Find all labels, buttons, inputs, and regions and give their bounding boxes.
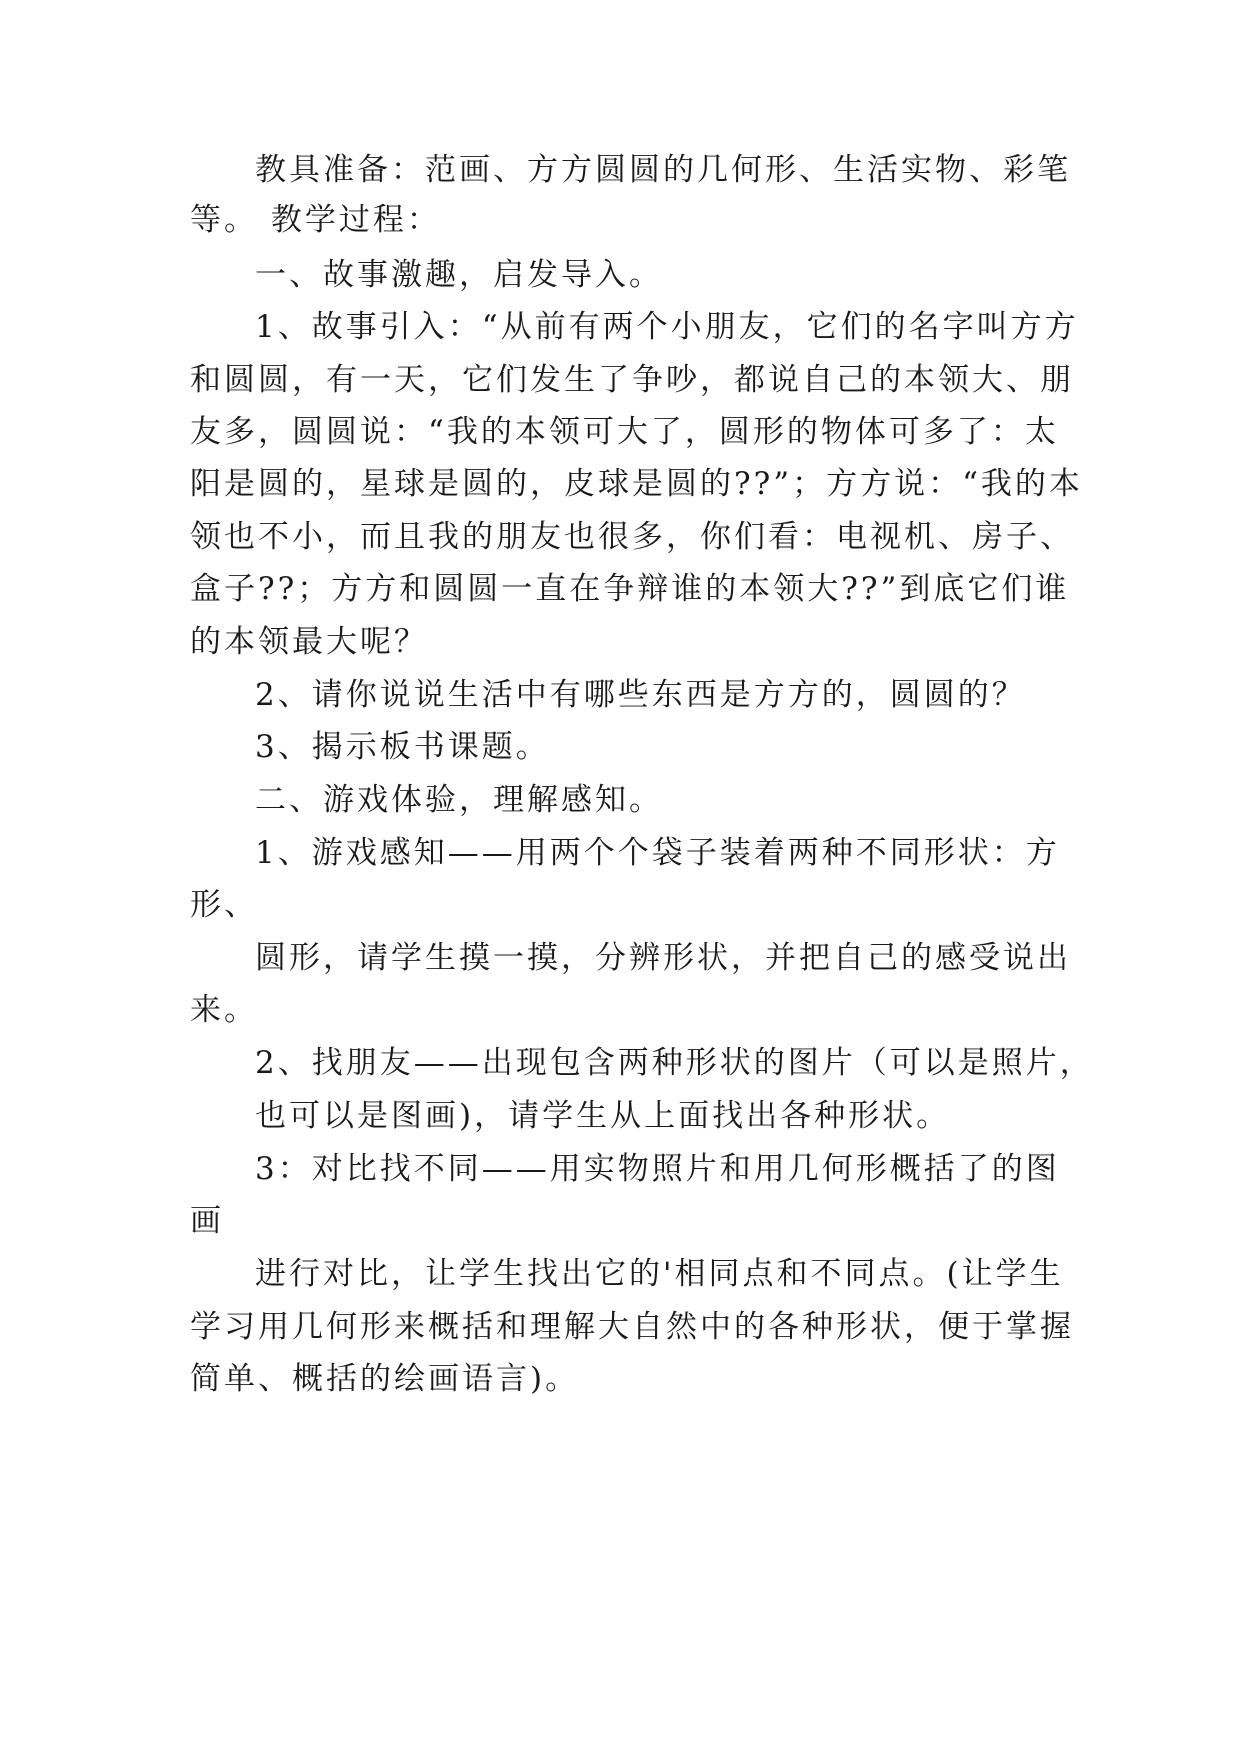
text-line: 来。 <box>190 992 258 1028</box>
text-line: 也可以是图画)，请学生从上面找出各种形状。 <box>255 1098 951 1134</box>
text-line: 圆形，请学生摸一摸，分辨形状，并把自己的感受说出 <box>255 940 1071 976</box>
text-line: 友多，圆圆说：“我的本领可大了，圆形的物体可多了：太 <box>190 414 1059 450</box>
text-line: 等。 教学过程： <box>190 202 441 238</box>
section-heading: 一、故事激趣，启发导入。 <box>255 257 663 293</box>
text-line: 领也不小，而且我的朋友也很多，你们看：电视机、房子、 <box>190 519 1074 555</box>
text-line: 3、揭示板书课题。 <box>255 729 550 765</box>
text-line: 画 <box>190 1203 224 1239</box>
text-line: 进行对比，让学生找出它的'相同点和不同点。(让学生 <box>255 1256 1064 1292</box>
text-line: 的本领最大呢？ <box>190 624 428 660</box>
text-line: 简单、概括的绘画语言)。 <box>190 1361 580 1397</box>
text-line: 2、找朋友——出现包含两种形状的图片（可以是照片， <box>255 1045 1094 1081</box>
text-line: 3：对比找不同——用实物照片和用几何形概括了的图 <box>255 1151 1060 1187</box>
text-line: 阳是圆的，星球是圆的，皮球是圆的??”；方方说：“我的本 <box>190 466 1083 502</box>
text-line: 学习用几何形来概括和理解大自然中的各种形状，便于掌握 <box>190 1309 1074 1345</box>
text-line: 1、故事引入：“从前有两个小朋友，它们的名字叫方方 <box>255 309 1079 345</box>
text-line: 形、 <box>190 887 258 923</box>
text-line: 2、请你说说生活中有哪些东西是方方的，圆圆的？ <box>255 677 1026 713</box>
section-heading: 二、游戏体验，理解感知。 <box>255 782 663 818</box>
text-line: 和圆圆，有一天，它们发生了争吵，都说自己的本领大、朋 <box>190 362 1074 398</box>
text-line: 盒子??；方方和圆圆一直在争辩谁的本领大??”到底它们谁 <box>190 571 1070 607</box>
text-line: 教具准备：范画、方方圆圆的几何形、生活实物、彩笔 <box>255 152 1071 188</box>
text-line: 1、游戏感知——用两个个袋子装着两种不同形状：方 <box>255 835 1060 871</box>
